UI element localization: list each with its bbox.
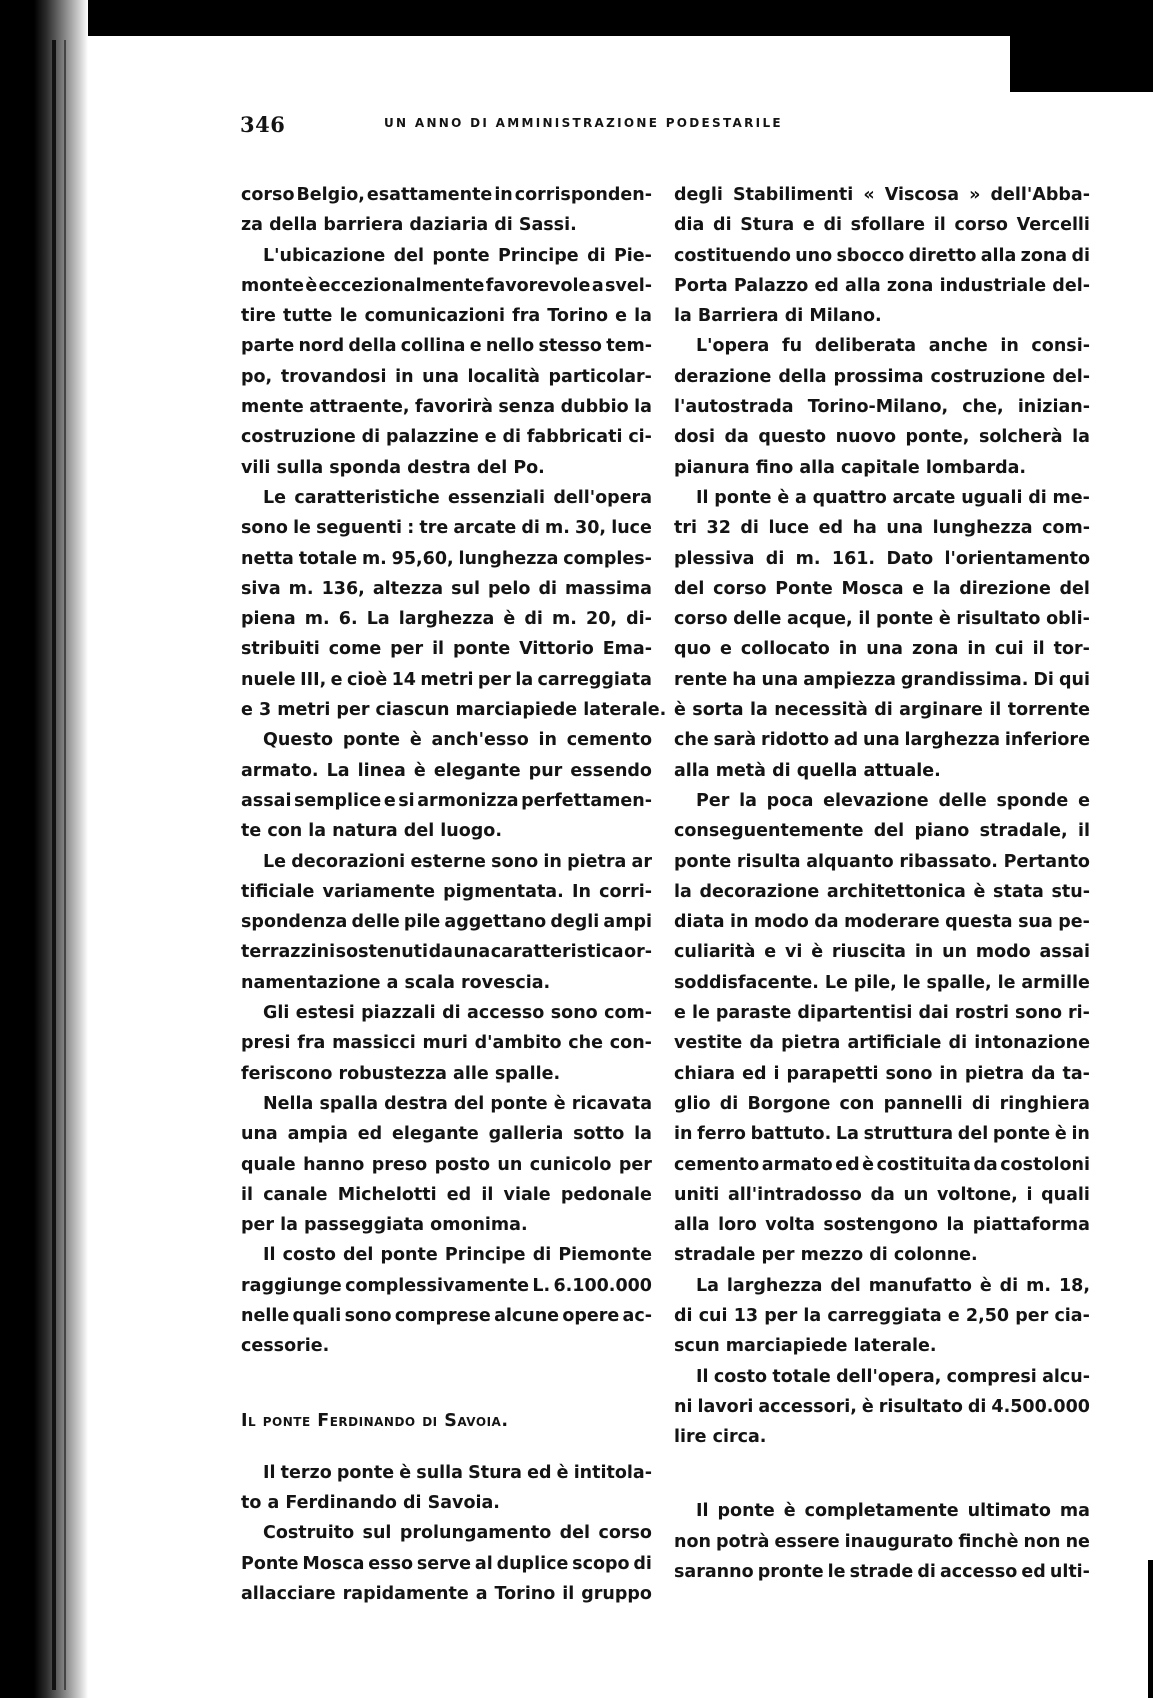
right-text-column: [674, 180, 1090, 1587]
text-line: una ampia ed elegante galleria sotto la: [241, 1124, 652, 1145]
text-line: che sarà ridotto ad una larghezza inferiore: [674, 730, 1090, 751]
text-line: L'opera fu deliberata anche in consi-: [696, 336, 1090, 357]
text-line: L'ubicazione del ponte Principe di Pie-: [263, 245, 652, 266]
text-line: parte nord della collina e nello stesso tem-: [241, 336, 652, 357]
scan-binding-shadow: [0, 0, 88, 1698]
text-line: Gli estesi piazzali di accesso sono com-: [263, 1003, 652, 1024]
text-line: il canale Michelotti ed il viale pedonale: [241, 1184, 652, 1205]
text-line: sono le seguenti : tre arcate di m. 30, luce: [241, 518, 652, 539]
text-line: monte è eccezionalmente favorevole a svel-: [241, 275, 652, 296]
text-line: scun marciapiede laterale.: [674, 1336, 937, 1357]
text-line: spondenza delle pile aggettano degli ampi: [241, 912, 652, 933]
scan-binding-line: [64, 40, 66, 1690]
text-line: stradale per mezzo di colonne.: [674, 1245, 978, 1266]
text-line: soddisfacente. Le pile, le spalle, le armille: [674, 972, 1090, 993]
scan-border-right: [1148, 1560, 1153, 1698]
text-line: quale hanno preso posto un cunicolo per: [241, 1154, 652, 1175]
text-line: Questo ponte è anch'esso in cemento: [263, 730, 652, 751]
text-line: Costruito sul prolungamento del corso: [263, 1523, 652, 1544]
text-line: alla loro volta sostengono la piattaforma: [674, 1215, 1090, 1236]
left-text-column: [241, 180, 667, 1609]
text-line: raggiunge complessivamente L. 6.100.000: [241, 1275, 652, 1296]
text-line: ni lavori accessori, è risultato di 4.500.000: [674, 1396, 1090, 1417]
text-line: armato. La linea è elegante pur essendo: [241, 760, 652, 781]
text-line: non potrà essere inaugurato finchè non ne: [674, 1531, 1090, 1552]
text-line: corso delle acque, il ponte è risultato obli-: [674, 609, 1090, 630]
text-line: cemento armato ed è costituita da costoloni: [674, 1154, 1090, 1175]
text-line: Per la poca elevazione delle sponde e: [696, 790, 1090, 811]
text-line: Il terzo ponte è sulla Stura ed è intitola-: [263, 1462, 652, 1483]
text-line: chiara ed i parapetti sono in pietra da ta-: [674, 1063, 1090, 1084]
page-header: [100, 112, 1100, 142]
text-line: presi fra massicci muri d'ambito che con-: [241, 1033, 652, 1054]
text-line: tire tutte le comunicazioni fra Torino e la: [241, 306, 652, 327]
scan-border-top-right: [1010, 30, 1153, 92]
text-line: netta totale m. 95,60, lunghezza comples-: [241, 548, 652, 569]
text-line: è sorta la necessità di arginare il torrente: [674, 700, 1090, 721]
text-line: te con la natura del luogo.: [241, 821, 502, 842]
page-number: 346: [240, 112, 286, 137]
text-line: in ferro battuto. La struttura del ponte è in: [674, 1124, 1090, 1145]
text-line: corso Belgio, esattamente in corrisponden-: [241, 185, 652, 205]
scan-binding-line: [52, 40, 56, 1690]
text-line: cessorie.: [241, 1336, 330, 1357]
text-line: di cui 13 per la carreggiata e 2,50 per cia-: [674, 1305, 1090, 1326]
text-line: dosi da questo nuovo ponte, solcherà la: [674, 427, 1090, 448]
text-line: degli Stabilimenti « Viscosa » dell'Abba-: [674, 185, 1090, 205]
text-line: Porta Palazzo ed alla zona industriale del-: [674, 275, 1090, 296]
text-line: tificiale variamente pigmentata. In corri-: [241, 881, 652, 902]
text-line: alla metà di quella attuale.: [674, 760, 941, 781]
text-line: derazione della prossima costruzione del-: [674, 366, 1090, 387]
text-line: conseguentemente del piano stradale, il: [674, 821, 1090, 842]
text-line: Il costo totale dell'opera, compresi alcu-: [696, 1366, 1090, 1387]
text-line: siva m. 136, altezza sul pelo di massima: [241, 578, 652, 599]
text-line: tri 32 di luce ed ha una lunghezza com-: [674, 518, 1090, 539]
scan-border-top: [0, 0, 1153, 36]
text-line: dia di Stura e di sfollare il corso Vercelli: [674, 215, 1090, 236]
text-line: Il costo del ponte Principe di Piemonte: [263, 1245, 652, 1266]
text-line: la decorazione architettonica è stata stu-: [674, 881, 1090, 902]
text-line: terrazzini sostenuti da una caratteristica or-: [241, 942, 652, 963]
text-line: namentazione a scala rovescia.: [241, 972, 551, 993]
text-line: to a Ferdinando di Savoia.: [241, 1493, 500, 1514]
text-line: La larghezza del manufatto è di m. 18,: [696, 1275, 1090, 1296]
text-line: nuele III, e cioè 14 metri per la carreggiata: [241, 669, 652, 690]
text-line: vili sulla sponda destra del Po.: [241, 457, 545, 478]
text-line: e 3 metri per ciascun marciapiede laterale.: [241, 700, 667, 721]
section-heading: Il ponte Ferdinando di Savoia.: [241, 1410, 509, 1431]
text-line: za della barriera daziaria di Sassi.: [241, 215, 577, 236]
text-line: mente attraente, favorirà senza dubbio la: [241, 397, 652, 418]
text-line: costituendo uno sbocco diretto alla zona di: [674, 245, 1090, 266]
text-line: ponte risulta alquanto ribassato. Pertanto: [674, 851, 1090, 872]
text-line: piena m. 6. La larghezza è di m. 20, di-: [241, 609, 652, 630]
text-line: allacciare rapidamente a Torino il gruppo: [241, 1584, 652, 1605]
text-line: feriscono robustezza alle spalle.: [241, 1063, 561, 1084]
text-line: l'autostrada Torino-Milano, che, inizian-: [674, 397, 1090, 418]
text-line: pianura fino alla capitale lombarda.: [674, 457, 1027, 478]
text-line: Il ponte è completamente ultimato ma: [696, 1501, 1090, 1522]
text-line: Le decorazioni esterne sono in pietra ar: [263, 851, 652, 872]
text-line: stribuiti come per il ponte Vittorio Ema-: [241, 639, 652, 660]
text-line: glio di Borgone con pannelli di ringhiera: [674, 1093, 1090, 1114]
text-line: nelle quali sono comprese alcune opere ac-: [241, 1305, 652, 1326]
text-line: la Barriera di Milano.: [674, 306, 882, 327]
text-line: rente ha una ampiezza grandissima. Di qui: [674, 669, 1090, 690]
text-line: quo e collocato in una zona in cui il tor-: [674, 639, 1090, 660]
text-line: Il ponte è a quattro arcate uguali di me-: [696, 487, 1090, 508]
text-line: Le caratteristiche essenziali dell'opera: [263, 487, 652, 508]
running-title: UN ANNO DI AMMINISTRAZIONE PODESTARILE: [384, 116, 783, 130]
text-line: culiarità e vi è riuscita in un modo assai: [674, 942, 1090, 963]
text-line: per la passeggiata omonima.: [241, 1215, 528, 1236]
text-line: e le paraste dipartentisi dai rostri sono ri-: [674, 1003, 1090, 1024]
text-line: uniti all'intradosso da un voltone, i quali: [674, 1184, 1090, 1205]
text-line: po, trovandosi in una località particolar-: [241, 366, 652, 387]
text-line: saranno pronte le strade di accesso ed ulti-: [674, 1562, 1090, 1583]
text-line: lire circa.: [674, 1427, 767, 1448]
text-line: Nella spalla destra del ponte è ricavata: [263, 1093, 652, 1114]
text-line: Ponte Mosca esso serve al duplice scopo di: [241, 1553, 652, 1574]
text-line: assai semplice e si armonizza perfettamen-: [241, 790, 652, 811]
text-line: diata in modo da moderare questa sua pe-: [674, 912, 1090, 933]
text-line: costruzione di palazzine e di fabbricati ci-: [241, 427, 652, 448]
text-line: del corso Ponte Mosca e la direzione del: [674, 578, 1090, 599]
text-line: plessiva di m. 161. Dato l'orientamento: [674, 548, 1090, 569]
text-line: vestite da pietra artificiale di intonazione: [674, 1033, 1090, 1054]
